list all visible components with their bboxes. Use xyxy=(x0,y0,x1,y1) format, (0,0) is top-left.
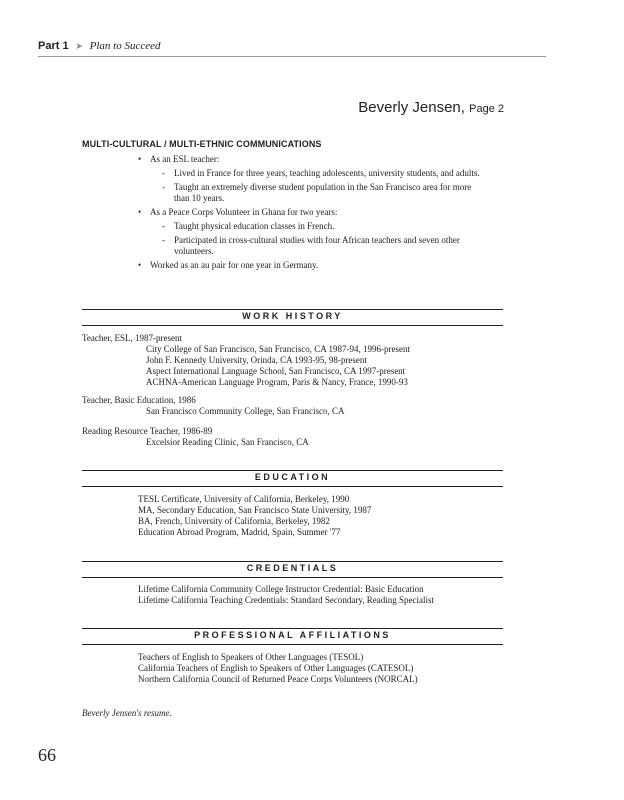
page-number: 66 xyxy=(38,745,56,765)
job-line: San Francisco Community College, San Francisco, CA xyxy=(146,406,345,416)
list-item: Teachers of English to Speakers of Other Languages (TESOL) xyxy=(138,652,364,662)
header-divider xyxy=(38,56,546,57)
list-item: - Participated in cross-cultural studies with four African teachers and seven other volunteers. xyxy=(150,235,483,257)
affiliations-list xyxy=(138,652,418,685)
resume-name-line xyxy=(358,99,504,116)
job-entry xyxy=(82,395,344,417)
job-line: ACHNA-American Language Program, Paris & Nancy, France, 1990-93 xyxy=(146,377,408,387)
resume-page-label: Page 2 xyxy=(469,103,504,115)
list-item: - Taught physical education classes in French. xyxy=(150,221,483,232)
list-item: California Teachers of English to Speakers of Other Languages (CATESOL) xyxy=(138,663,414,673)
credentials-list xyxy=(138,584,434,606)
list-item: - Taught an extremely diverse student population in the San Francisco area for more than 10 years. xyxy=(150,182,483,204)
list-item: Lifetime California Teaching Credentials: Standard Secondary, Reading Specialist xyxy=(138,595,435,605)
job-entry xyxy=(82,426,309,448)
education-banner xyxy=(82,470,503,487)
list-item: Education Abroad Program, Madrid, Spain, Summer '77 xyxy=(138,527,341,537)
list-item: MA, Secondary Education, San Francisco State University, 1987 xyxy=(138,505,372,515)
job-line: Excelsior Reading Clinic, San Francisco, CA xyxy=(146,437,309,447)
list-item: • As an ESL teacher: - Lived in France for three years, teaching adolescents, university students, and adults. - Taught an extremely diverse student population in the San Francisco area for more than 10 years. xyxy=(138,154,483,204)
multicultural-heading: MULTI-CULTURAL / MULTI-ETHNIC COMMUNICATIONS xyxy=(82,139,322,149)
multicultural-list xyxy=(138,154,483,271)
education-list xyxy=(138,494,371,538)
affiliations-banner xyxy=(82,628,503,645)
list-item: • As a Peace Corps Volunteer in Ghana for two years: - Taught physical education classes in French. - Participated in cross-cultural studies with four African teachers and seven other volunteers. xyxy=(138,207,483,257)
resume-name: Beverly Jensen, xyxy=(358,99,465,116)
education-heading: EDUCATION xyxy=(254,472,331,482)
job-title: Teacher, ESL, 1987-present xyxy=(82,333,182,343)
list-item: BA, French, University of California, Berkeley, 1982 xyxy=(138,516,330,526)
list-item: - Lived in France for three years, teaching adolescents, university students, and adults. xyxy=(150,168,483,179)
list-item: Lifetime California Community College Instructor Credential: Basic Education xyxy=(138,584,424,594)
job-line: John F. Kennedy University, Orinda, CA 1993-95, 98-present xyxy=(146,355,367,365)
chapter-title: Plan to Succeed xyxy=(89,40,161,52)
job-title: Teacher, Basic Education, 1986 xyxy=(82,395,196,405)
figure-caption: Beverly Jensen's resume. xyxy=(82,708,172,718)
work-history-heading: WORK HISTORY xyxy=(242,311,343,321)
work-history-banner xyxy=(82,309,503,326)
list-item: Northern California Council of Returned Peace Corps Volunteers (NORCAL) xyxy=(138,674,418,684)
part-label: Part 1 xyxy=(38,40,69,52)
job-entry xyxy=(82,333,410,388)
credentials-banner xyxy=(82,561,503,578)
list-item: TESL Certificate, University of California, Berkeley, 1990 xyxy=(138,494,350,504)
credentials-heading: CREDENTIALS xyxy=(246,563,339,573)
job-line: City College of San Francisco, San Francisco, CA 1987-94, 1996-present xyxy=(146,344,410,354)
list-item: • Worked as an au pair for one year in Germany. xyxy=(138,260,483,271)
arrow-icon: ➤ xyxy=(75,41,83,51)
running-header xyxy=(38,40,161,52)
job-title: Reading Resource Teacher, 1986-89 xyxy=(82,426,213,436)
affiliations-heading: PROFESSIONAL AFFILIATIONS xyxy=(194,630,391,640)
job-line: Aspect International Language School, San Francisco, CA 1997-present xyxy=(146,366,406,376)
